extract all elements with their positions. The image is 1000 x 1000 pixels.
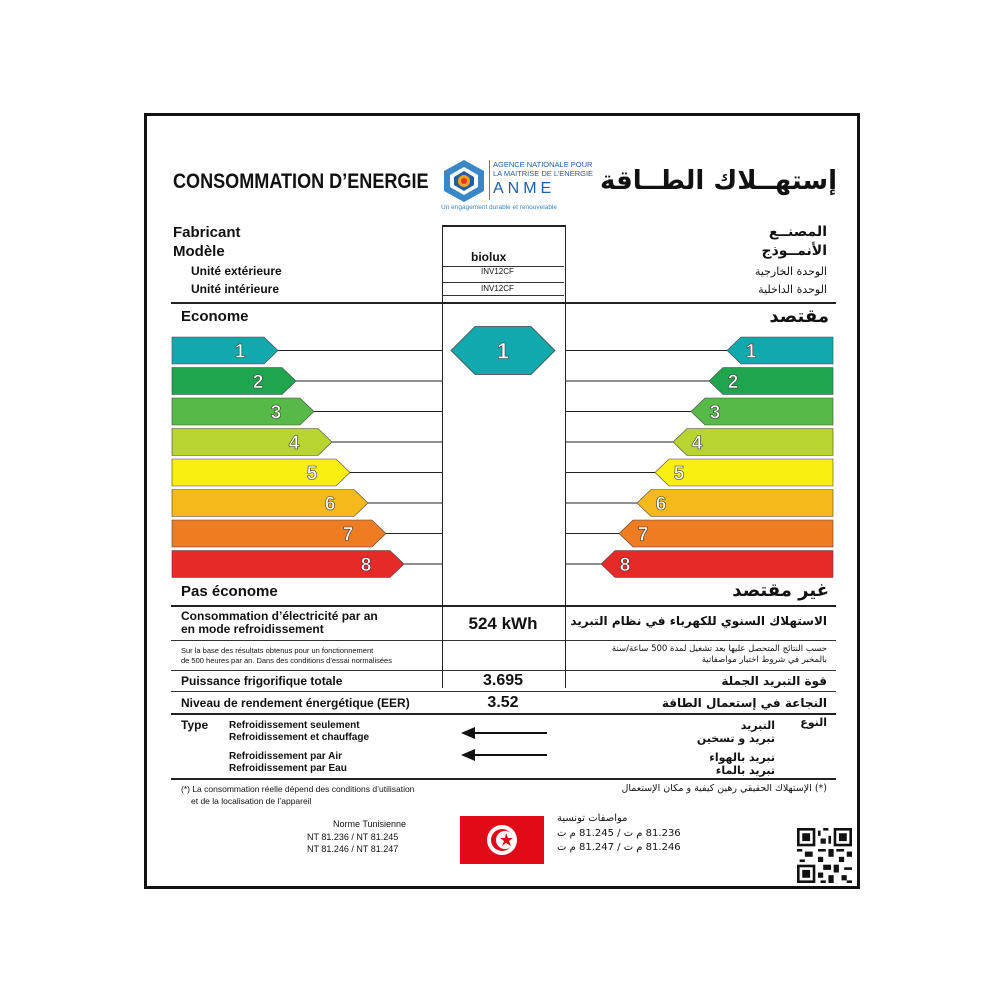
agency-name-2: LA MAITRISE DE L’ENERGIE [493, 169, 594, 178]
consumption-label-ar: الاستهلاك السنوي للكهرباء في نظام التبريد [570, 614, 827, 628]
type-option-water: Refroidissement par Eau [229, 763, 347, 774]
class-bar-left-2 [172, 368, 296, 395]
class-label-right-5: 5 [673, 463, 685, 485]
class-label-left-8: 8 [360, 555, 372, 576]
eer-label: Niveau de rendement énergétique (EER) [181, 696, 410, 710]
type-option-cooling-heating-ar: تبريد و تسخين [696, 732, 775, 745]
norms-line-1-ar: 81.236 م ت / 81.245 م ت [557, 828, 681, 839]
type-arrow-2-icon [461, 749, 475, 761]
eer-value: 3.52 [487, 694, 519, 711]
class-label-left-6: 6 [324, 494, 336, 515]
class-bar-right-7 [619, 520, 833, 547]
econome-label: Econome [181, 308, 249, 325]
table-top-rule [171, 605, 836, 607]
class-label-left-2: 2 [252, 372, 264, 393]
class-bar-left-6 [172, 490, 368, 517]
type-option-cooling-only: Refroidissement seulement [229, 720, 360, 731]
class-bar-right-6 [637, 490, 833, 517]
class-label-right-1: 1 [745, 341, 757, 363]
type-option-cooling-only-ar: التبريد [740, 719, 775, 732]
puissance-rule-top [171, 670, 836, 671]
class-label-right-8: 8 [619, 555, 631, 576]
type-option-cooling-heating: Refroidissement et chauffage [229, 732, 370, 743]
model-exterieur-value: INV12CF [481, 267, 514, 276]
type-label: Type [181, 718, 209, 732]
type-rule-top [171, 713, 836, 715]
class-bar-right-8 [601, 551, 833, 578]
type-option-water-ar: تبريد بالماء [715, 764, 775, 777]
class-label-left-4: 4 [288, 433, 300, 454]
fabricant-label-ar: المصنــع [768, 224, 827, 240]
conditions-note-1: Sur la base des résultats obtenus pour un fonctionnement [181, 646, 374, 655]
norms-title: Norme Tunisienne [333, 819, 407, 829]
class-bar-left-7 [172, 520, 386, 547]
footnote-fr-1: (*) La consommation réelle dépend des conditions d’utilisation [181, 784, 415, 794]
consumption-value: 524 kWh [468, 614, 538, 633]
class-bar-left-5 [172, 459, 350, 486]
consumption-rule [171, 640, 836, 641]
class-label-right-6: 6 [655, 494, 667, 515]
class-label-right-4: 4 [691, 433, 703, 454]
brand-value: biolux [471, 250, 507, 264]
norms-line-2: NT 81.246 / NT 81.247 [307, 844, 399, 854]
class-label-left-1: 1 [234, 341, 246, 363]
qr-code-icon [797, 828, 852, 883]
norms-line-1: NT 81.236 / NT 81.245 [307, 832, 399, 842]
consumption-label-1: Consommation d’électricité par an [181, 609, 378, 623]
class-label-left-7: 7 [342, 524, 354, 546]
type-option-air: Refroidissement par Air [229, 751, 342, 762]
rating-value: 1 [496, 338, 510, 364]
pas-econome-label: Pas économe [181, 583, 278, 600]
unite-interieure-label: Unité intérieure [191, 282, 280, 296]
class-bar-left-4 [172, 429, 332, 456]
eer-label-ar: النجاعة في إستعمال الطاقة [661, 696, 827, 710]
eer-rule-top [171, 691, 836, 692]
class-label-right-3: 3 [709, 402, 721, 424]
type-arrow-1-icon [461, 727, 475, 739]
puissance-label: Puissance frigorifique totale [181, 674, 343, 688]
class-label-right-7: 7 [637, 524, 649, 546]
modele-label-ar: الأنمــوذج [761, 243, 827, 259]
footnote-ar: (*) الإستهلاك الحقيقي رهين كيفية و مكان الإستعمال [621, 783, 827, 794]
class-bar-left-1 [172, 337, 278, 364]
energy-label [144, 113, 860, 889]
tunisia-flag-icon [460, 816, 544, 864]
norms-title-ar: مواصفات تونسية [557, 813, 628, 824]
pas-econome-label-ar: غير مقتصد [732, 580, 829, 601]
class-bar-right-1 [727, 337, 833, 364]
unite-exterieure-label-ar: الوحدة الخارجية [754, 265, 827, 278]
fabricant-label: Fabricant [173, 224, 241, 241]
title-ar: إستهــلاك الطــاقة [600, 166, 837, 196]
type-arrow-2-line [473, 754, 547, 756]
class-label-left-5: 5 [306, 463, 318, 485]
type-option-air-ar: تبريد بالهواء [709, 751, 775, 764]
puissance-value: 3.695 [482, 672, 524, 689]
class-label-left-3: 3 [270, 402, 282, 424]
type-arrow-1-line [473, 732, 547, 734]
model-interieur-value: INV12CF [481, 284, 514, 293]
unite-exterieure-label: Unité extérieure [191, 264, 282, 278]
footnote-rule [171, 778, 836, 780]
modele-label: Modèle [173, 243, 225, 260]
agency-acronym: ANME [493, 180, 556, 197]
title-fr: CONSOMMATION D’ENERGIE [173, 170, 429, 193]
puissance-label-ar: قوة التبريد الجملة [721, 674, 827, 688]
agency-tagline: Un engagement durable et renouvelable [441, 204, 558, 211]
class-bar-left-3 [172, 398, 314, 425]
agency-name-1: AGENCE NATIONALE POUR [493, 160, 593, 169]
conditions-note-ar-1: حسب النتائج المتحصل عليها بعد تشغيل لمدة 500 ساعة/سنة [611, 644, 827, 654]
conditions-note-ar-2: بالمخبر في شروط اختبار مواصفاتية [701, 655, 827, 665]
conditions-note-2: de 500 heures par an. Dans des conditions d’essai normalisées [181, 656, 392, 665]
unite-interieure-label-ar: الوحدة الداخلية [758, 283, 827, 296]
class-label-right-2: 2 [727, 372, 739, 393]
norms-line-2-ar: 81.246 م ت / 81.247 م ت [557, 842, 681, 853]
consumption-label-2: en mode refroidissement [181, 622, 324, 636]
type-label-ar: النوع [800, 716, 827, 729]
footnote-fr-2: et de la localisation de l’appareil [191, 796, 312, 806]
econome-label-ar: مقتصد [769, 306, 829, 327]
